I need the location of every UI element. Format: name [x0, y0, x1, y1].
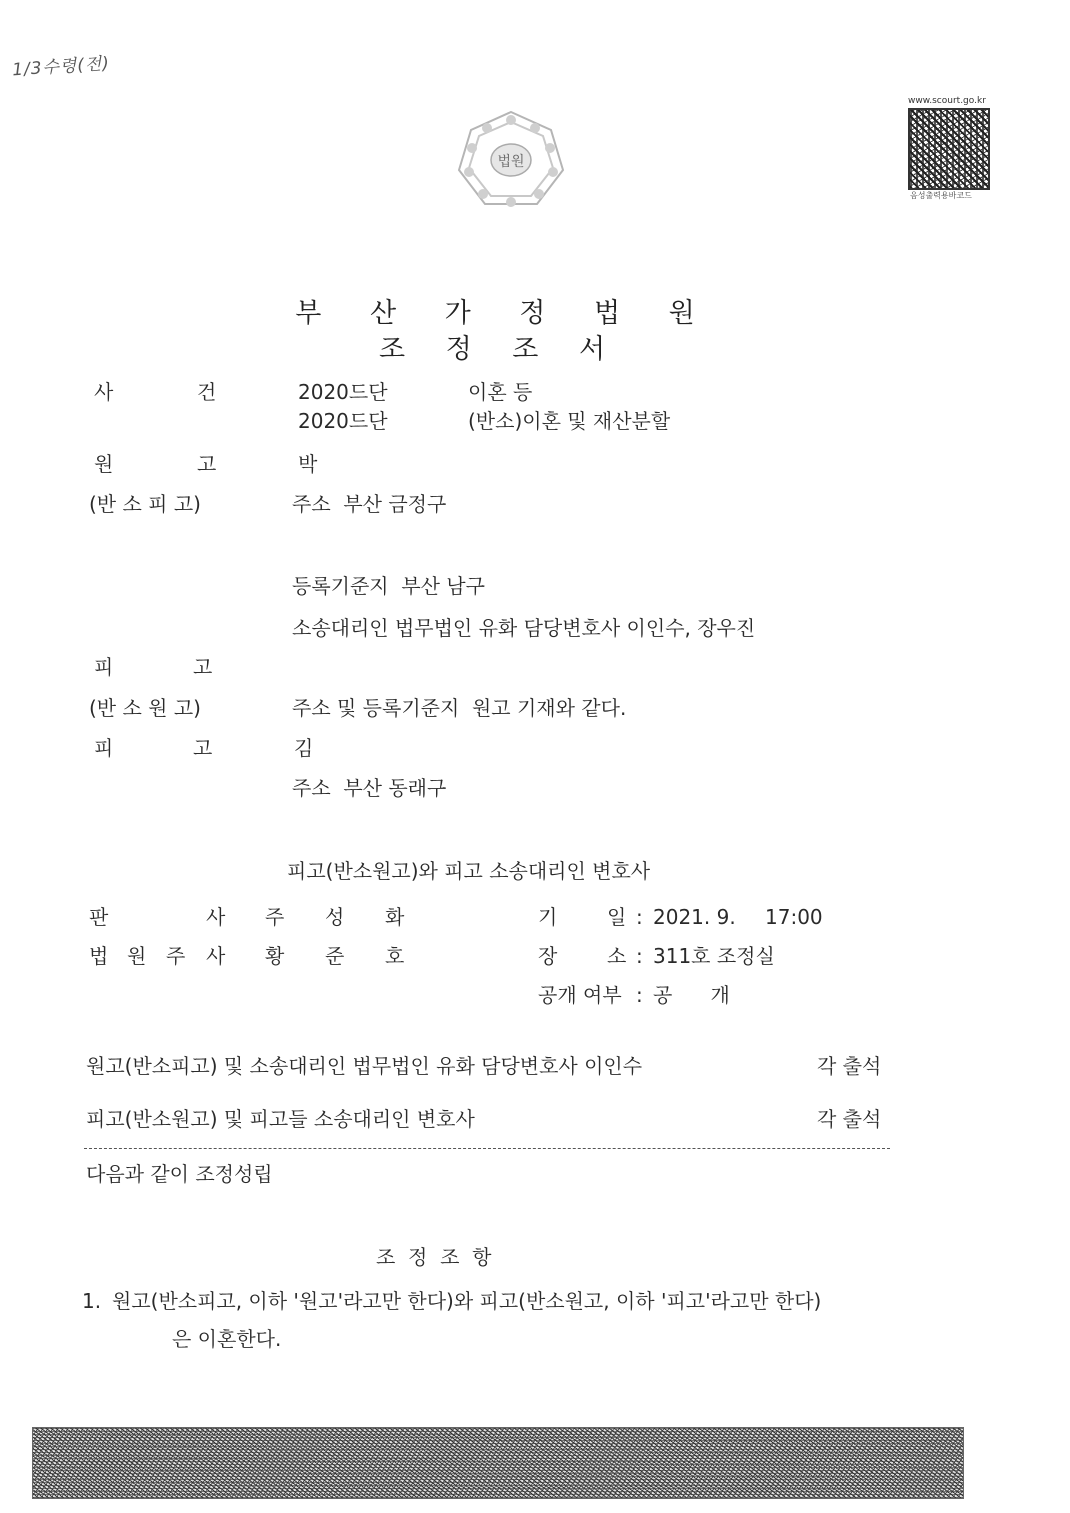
- clerk-char-2: 원: [127, 944, 147, 968]
- time-value: 17:00: [765, 905, 823, 929]
- plaintiff-name: 박: [298, 452, 318, 476]
- date-value: 2021. 9.: [653, 905, 736, 929]
- judge-label: 판: [89, 905, 109, 929]
- judge-role: 사: [206, 905, 226, 929]
- qr-caption: 음성출력용바코드: [910, 191, 972, 200]
- public-value: 공 개: [653, 983, 730, 1007]
- defendant2-name: 김: [294, 736, 314, 760]
- document-type: 조 정 조 서: [378, 334, 622, 365]
- mediation-result: 다음과 같이 조정성립: [86, 1162, 273, 1186]
- defendant1-address: 주소 및 등록기준지 원고 기재와 같다.: [292, 696, 627, 720]
- date-label-a: 기: [538, 905, 558, 929]
- place-value: 311호 조정실: [653, 944, 775, 968]
- clerk-char-1: 법: [89, 944, 109, 968]
- defendant2-label-a: 피: [94, 736, 114, 760]
- term-1-line-1: 원고(반소피고, 이하 '원고'라고만 한다)와 피고(반소원고, 이하 '피고'라고만 한다): [112, 1289, 822, 1313]
- public-label: 공개 여부: [538, 983, 622, 1007]
- term-1-number: 1.: [82, 1289, 102, 1313]
- attendance-2-text: 피고(반소원고) 및 피고들 소송대리인 변호사: [86, 1107, 475, 1131]
- clerk-char-3: 주: [166, 944, 186, 968]
- place-label-b: 소: [607, 944, 627, 968]
- term-1-line-2: 은 이혼한다.: [172, 1327, 282, 1351]
- plaintiff-label-a: 원: [94, 452, 114, 476]
- judge-name-1: 주: [265, 905, 285, 929]
- qr-url: www.scourt.go.kr: [908, 96, 986, 106]
- case-name-2: (반소)이혼 및 재산분할: [468, 409, 671, 433]
- public-sep: :: [636, 983, 643, 1007]
- clerk-char-7: 호: [385, 944, 405, 968]
- seal-label: 법원: [497, 154, 525, 170]
- attendance-2-status: 각 출석: [817, 1107, 882, 1131]
- case-label-b: 건: [197, 380, 217, 404]
- case-label-a: 사: [94, 380, 114, 404]
- divider: [84, 1148, 890, 1149]
- date-label-b: 일: [607, 905, 627, 929]
- clerk-char-4: 사: [206, 944, 226, 968]
- plaintiff-sub-label: (반 소 피 고): [89, 492, 201, 516]
- attendance-1-text: 원고(반소피고) 및 소송대리인 법무법인 유화 담당변호사 이인수: [86, 1054, 643, 1078]
- case-name-1: 이혼 등: [468, 380, 533, 404]
- case-number-1: 2020드단: [298, 380, 388, 404]
- plaintiff-agent: 소송대리인 법무법인 유화 담당변호사 이인수, 장우진: [292, 616, 756, 640]
- defendant2-agent: 피고(반소원고)와 피고 소송대리인 변호사: [287, 859, 651, 883]
- qr-code-icon: [908, 108, 990, 190]
- plaintiff-label-b: 고: [197, 452, 217, 476]
- terms-heading: 조 정 조 항: [376, 1245, 492, 1269]
- attendance-1-status: 각 출석: [817, 1054, 882, 1078]
- case-number-2: 2020드단: [298, 409, 388, 433]
- defendant1-label-a: 피: [94, 655, 114, 679]
- court-seal-emblem: [455, 108, 567, 210]
- judge-name-2: 성: [325, 905, 345, 929]
- place-sep: :: [636, 944, 643, 968]
- handwritten-note: 1/3수령(전): [11, 53, 111, 81]
- plaintiff-registry: 등록기준지 부산 남구: [292, 574, 485, 598]
- clerk-char-6: 준: [325, 944, 345, 968]
- defendant2-label-b: 고: [193, 736, 213, 760]
- place-label-a: 장: [538, 944, 558, 968]
- defendant1-sub-label: (반 소 원 고): [89, 696, 201, 720]
- judge-name-3: 화: [385, 905, 405, 929]
- defendant2-address: 주소 부산 동래구: [292, 776, 447, 800]
- security-pattern-bar: [32, 1427, 964, 1499]
- date-sep: :: [636, 905, 643, 929]
- defendant1-label-b: 고: [193, 655, 213, 679]
- court-name: 부 산 가 정 법 원: [295, 298, 715, 329]
- plaintiff-address: 주소 부산 금정구: [292, 492, 447, 516]
- clerk-char-5: 황: [265, 944, 285, 968]
